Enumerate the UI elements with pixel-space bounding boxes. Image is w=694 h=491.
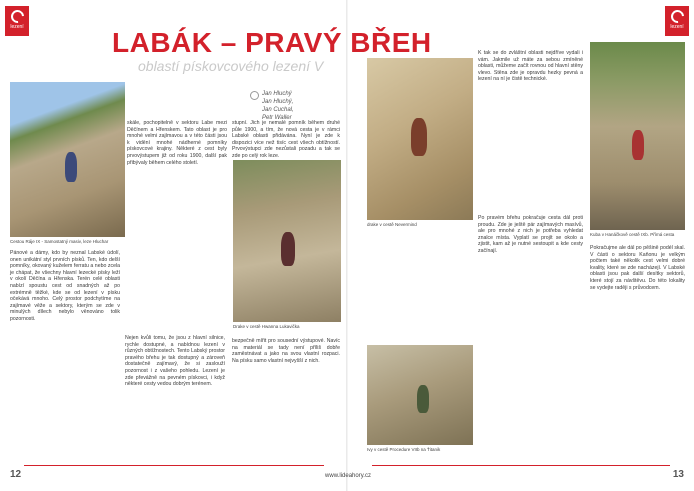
text-column-7: Po pravém břehu pokračuje cesta dál proti proudu. Zde je ještě pár zajímavých masívů, ale pro mnohé z nich je potřeba vyhledat znalce místa. Vyplatí se projít se okolo a zjistit, kam až je nutné sestoupit a kde cesty začínají. xyxy=(478,215,583,254)
logo-label: lezení xyxy=(10,24,24,30)
photo-caption-2: Drake v cestě Hwanna Lukavička xyxy=(233,324,300,329)
author-name: Petr Waller xyxy=(262,115,292,121)
photo-caption-3: drake v cestě Nevermind xyxy=(367,222,417,227)
author-list xyxy=(262,90,342,122)
climbing-photo-1 xyxy=(10,82,125,237)
magazine-logo-right xyxy=(665,6,689,36)
text-column-1: Pánové a dámy, kdo by neznal Labské údolí, onen unikátní styl prvních písků. Ten, kdo delší pomníky, okovaný kuželem ferratu a nebo zcela je chápat, že všechny hlavní lezecké písky leží v okolí Děčína a Hřenska. Terén celé oblasti nabízí spoustu cest od snadných až po extrémně těžké, kde se od lezení v písku očekává mnoho. Celý prostor podchytíme na zajímavé věže a sektory, kterým se zde v minulých dílech nebylo věnováno tolik pozornosti. xyxy=(10,250,120,322)
climber-figure xyxy=(417,385,429,413)
photo-caption-1: Cestou Ráje IX - Samostatný masiv, leze Hluchar xyxy=(10,239,109,244)
climbing-photo-5 xyxy=(590,42,685,230)
footer-rule-left xyxy=(24,465,324,466)
photo-caption-5: Kuba v Hanáčkově cestě IXb. Přímá cesta xyxy=(590,232,675,237)
page-number-right: 13 xyxy=(672,469,684,480)
author-name: Jan Hluchý xyxy=(262,91,292,97)
article-title: LABÁK – PRAVÝ BŘEH xyxy=(112,27,432,58)
logo-label: lezení xyxy=(670,24,684,30)
logo-ring-icon xyxy=(8,7,26,25)
text-column-4: bezpečně mířit pro sousední výstupové. Navíc na materiál se tady není příliš dobře zaměstnávat a jako na svou vlastní rozpaci. Na písku samo vlastní nejvyšší z nich. xyxy=(232,338,340,364)
climbing-photo-2 xyxy=(233,160,341,322)
text-column-3: skále, pochopitelně v sektoru Labe mezi Děčínem a Hřenskem. Tato oblast je pro mnohé velmi zajímavou a v této části jsou k vidění mnohé nádherné pomníky pískovcové krajiny. Některé z cest byly prvovýstupem již od roku 1900, další pak přibývaly během celého století. xyxy=(127,120,227,166)
author-photo-icon xyxy=(250,91,259,100)
logo-ring-icon xyxy=(668,7,686,25)
text-column-5: stupní. Jich je nemalé pomník během druhé půle 1900, a tím, že nová cesta je v rámci Labské oblasti přidávána. Nyní je zde k dispozici více než tisíc cest všech obtížností. Prvovýstupci zde nezůstali pozadu a tak se zde po celý rok leze. xyxy=(232,120,340,159)
climber-figure xyxy=(632,130,644,160)
footer-rule-right xyxy=(372,465,670,466)
climber-figure xyxy=(411,118,427,156)
magazine-logo-left xyxy=(5,6,29,36)
climber-figure xyxy=(65,152,77,182)
climbing-photo-3 xyxy=(367,58,473,220)
page-number-left: 12 xyxy=(10,469,22,480)
footer-url: www.lideahory.cz xyxy=(325,473,371,479)
climber-figure xyxy=(281,232,295,266)
text-column-8: Pokračujme ale dál po pěšině podél skal. V části o sektoru Kaňonu je velkým počtem také několik cest velmi dobré kvality, které se zde nacházejí. V Labské oblasti jsou pak další desítky sektorů, které stojí za návštěvu. Do této lokality se vydejte raději s průvodcem. xyxy=(590,245,685,291)
author-name: Jan Cuchal, xyxy=(262,107,294,113)
photo-caption-4: Ivy v cestě Procedure VIIb na Ťitanik xyxy=(367,447,441,452)
text-column-2: Nejen kvůli tomu, že jsou z hlavní silnice, rychle dostupné, a nabídnou lezení v různých obtížnostech. Tento Labský prostor pravého břehu je tak dostupný a zároveň dostatečně zajímavý, že si zaslouží pozornost i z vašeho pohledu. Lezení je zde převážně na pevném pískovci, i když některé cesty vedou dobrým terénem. xyxy=(125,335,225,388)
text-column-6: K tak se do zvláštní oblasti nejdříve vydali i vám. Jakmile už máte za sebou zmíněné oblasti, můžeme začít rovnou od hlavní stěny vlevo. Stěna zde je opravdu hezky pevná a lezení na ní je čistě technické. xyxy=(478,50,583,83)
author-name: Jan Hluchý, xyxy=(262,99,294,105)
climbing-photo-4 xyxy=(367,345,473,445)
article-subtitle: oblastí pískovcového lezení V xyxy=(138,58,324,74)
